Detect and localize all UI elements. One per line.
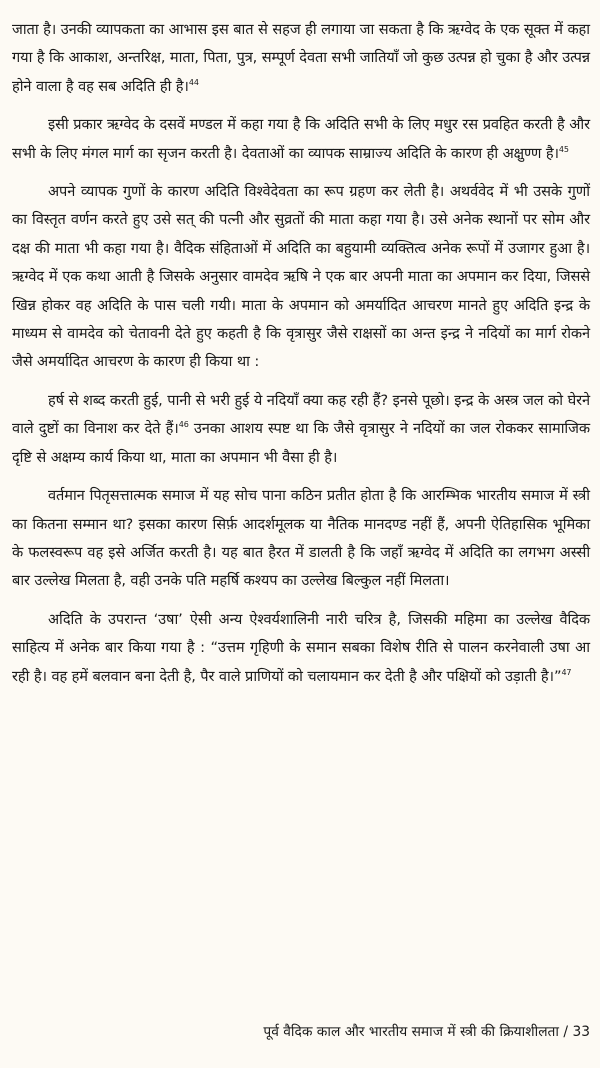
page-number: 33 — [572, 1024, 590, 1040]
paragraph-text: अदिति के उपरान्त ‘उषा’ ऐसी अन्य ऐश्वर्यशालिनी नारी चरित्र है, जिसकी महिमा का उल्लेख वैदिक साहित्य में अनेक बार किया गया है : “उत्तम गृहिणी के समान सबका विशेष रीति से पालन करनेवाली उषा आ रही है। वह हमें बलवान बना देती है, पैर वाले प्राणियों को चलायमान कर देती है और पक्षियों को उड़ाती है।” — [12, 610, 590, 685]
footnote-ref-45: 45 — [558, 144, 569, 154]
paragraph-text: अपने व्यापक गुणों के कारण अदिति विश्वेदेवता का रूप ग्रहण कर लेती है। अथर्ववेद में भी उसके गुणों का विस्तृत वर्णन करते हुए उसे सत् की पत्नी और सुव्रतों की माता कहा गया है। उसे अनेक स्थानों पर सोम और दक्ष की माता भी कहा गया है। वैदिक संहिताओं में अदिति का बहुयामी व्यक्तित्व अनेक रूपों में उजागर हुआ है। ऋग्वेद में एक कथा आती है जिसके अनुसार वामदेव ऋषि ने एक बार अपनी माता का अपमान कर दिया, जिससे खिन्न होकर वह अदिति के पास चली गयी। माता के अपमान को अमर्यादित आचरण मानते हुए अदिति इन्द्र के माध्यम से वामदेव को चेतावनी देते हुए कहती है कि वृत्रासुर जैसे राक्षसों का अन्त इन्द्र ने नदियों का मार्ग रोकने जैसे अमर्यादित आचरण के कारण ही किया था : — [12, 183, 590, 371]
page-number-separator: / — [563, 1024, 569, 1040]
paragraph-1 — [12, 16, 590, 101]
paragraph-6 — [12, 606, 590, 691]
footnote-ref-44: 44 — [188, 77, 199, 87]
paragraph-text: जाता है। उनकी व्यापकता का आभास इस बात से सहज ही लगाया जा सकता है कि ऋग्वेद के एक सूक्त में कहा गया है कि आकाश, अन्तरिक्ष, माता, पिता, पुत्र, सम्पूर्ण देवता सभी जातियाँ जो कुछ उत्पन्न हो चुका है और उत्पन्न होने वाला है वह सब अदिति ही है। — [12, 21, 590, 95]
running-title: पूर्व वैदिक काल और भारतीय समाज में स्त्री की क्रियाशीलता — [263, 1024, 559, 1040]
paragraph-text: इसी प्रकार ऋग्वेद के दसवें मण्डल में कहा गया है कि अदिति सभी के लिए मधुर रस प्रवहित करती है और सभी के लिए मंगल मार्ग का सृजन करती है। देवताओं का व्यापक साम्राज्य अदिति के कारण ही अक्षुण्ण है। — [12, 116, 590, 162]
paragraph-text-tail: उनका आशय स्पष्ट था कि जैसे वृत्रासुर ने नदियों का जल रोककर सामाजिक दृष्टि से अक्षम्य कार्य किया था, माता का अपमान भी वैसा ही है। — [12, 420, 590, 466]
page-footer — [0, 1022, 590, 1042]
paragraph-text: हर्ष से शब्द करती हुई, पानी से भरी हुई ये नदियाँ क्या कह रही हैं? इनसे पूछो। इन्द्र के अस्त्र जल को घेरने वाले दुष्टों का विनाश कर देते हैं। — [12, 391, 590, 438]
footnote-ref-47: 47 — [561, 667, 572, 677]
paragraph-3 — [12, 178, 590, 377]
paragraph-5 — [12, 482, 590, 596]
footnote-ref-46: 46 — [178, 420, 189, 430]
paragraph-text: वर्तमान पितृसत्तात्मक समाज में यह सोच पाना कठिन प्रतीत होता है कि आरम्भिक भारतीय समाज में स्त्री का कितना सम्मान था? इसका कारण सिर्फ़ आदर्शमूलक या नैतिक मानदण्ड नहीं हैं, अपनी ऐतिहासिक भूमिका के फलस्वरूप वह इसे अर्जित करती है। यह बात हैरत में डालती है कि जहाँ ऋग्वेद में अदिति का लगभग अस्सी बार उल्लेख मिलता है, वही उनके पति महर्षि कश्यप का उल्लेख बिल्कुल नहीं मिलता। — [12, 487, 590, 590]
paragraph-2 — [12, 111, 590, 168]
paragraph-4 — [12, 387, 590, 472]
